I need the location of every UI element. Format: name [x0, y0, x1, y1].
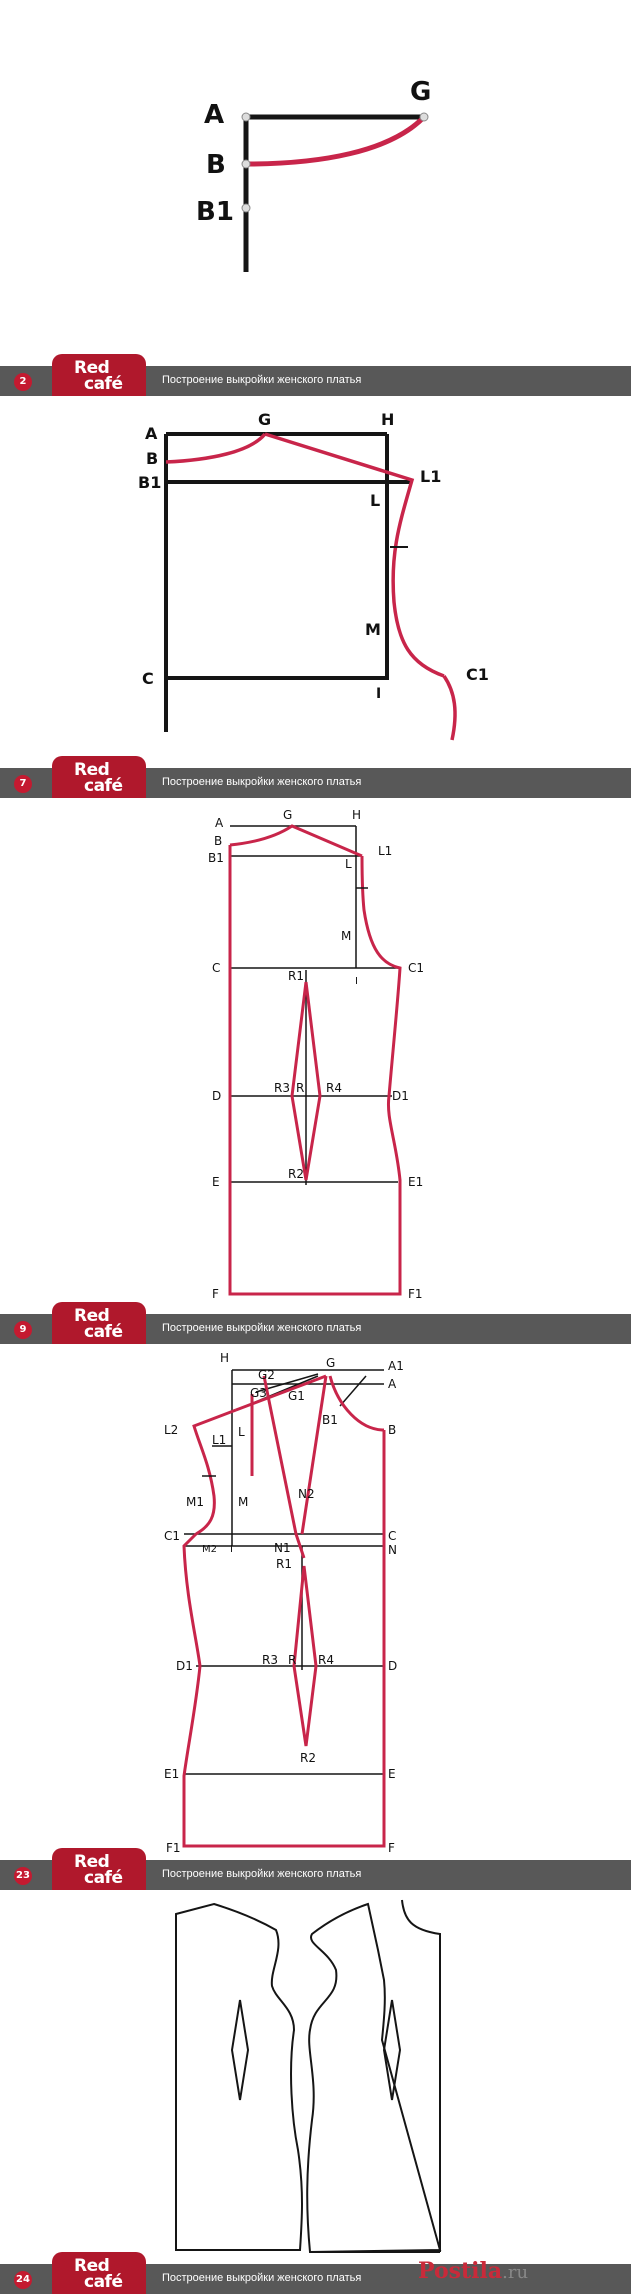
diagram-3	[0, 800, 631, 1314]
point-label: D	[388, 1659, 398, 1673]
diagram-panel-4	[0, 1346, 631, 1860]
point-label: E1	[408, 1175, 424, 1189]
step-badge: 7	[14, 775, 32, 793]
point-label: I	[376, 686, 382, 702]
point-label: I	[230, 1544, 233, 1555]
point-label: H	[220, 1351, 230, 1365]
redcafe-logo: Red café	[52, 1848, 146, 1890]
redcafe-logo: Red café	[52, 1302, 146, 1344]
point-label: L1	[212, 1433, 227, 1447]
point-label: F	[212, 1287, 219, 1301]
label-G: G	[410, 77, 432, 107]
point-label: R2	[300, 1751, 316, 1765]
watermark: Postila.ru	[418, 2258, 529, 2284]
point-label: D1	[176, 1659, 193, 1673]
point-label: R1	[288, 969, 304, 983]
point-label: H	[381, 410, 395, 429]
point-label: B	[388, 1423, 397, 1437]
point-label: R	[288, 1653, 297, 1667]
point-label: I	[355, 976, 358, 987]
caption-bar-1	[0, 358, 631, 396]
caption-title: Построение выкройки женского платья	[162, 2272, 362, 2284]
point-label: L	[345, 857, 352, 871]
point-label: N	[388, 1543, 397, 1557]
point-label: L	[238, 1425, 245, 1439]
point-label: C1	[466, 665, 489, 684]
point-label: F1	[408, 1287, 423, 1301]
point-label: M1	[186, 1495, 204, 1509]
point-label: L1	[420, 467, 442, 486]
point-label: A	[388, 1377, 397, 1391]
point-label: C1	[164, 1529, 181, 1543]
point-label: R1	[276, 1557, 292, 1571]
caption-bar-2	[0, 760, 631, 798]
redcafe-logo: Red café	[52, 2252, 146, 2294]
point-label: B	[146, 449, 159, 468]
caption-bar-3	[0, 1306, 631, 1344]
step-badge: 23	[14, 1867, 32, 1885]
point-label: R3	[262, 1653, 278, 1667]
diagram-panel-2	[0, 402, 631, 768]
redcafe-logo: Red café	[52, 756, 146, 798]
point-label: L1	[378, 844, 393, 858]
point-label: R	[296, 1081, 305, 1095]
point-label: L	[370, 491, 381, 510]
point-label: G2	[258, 1368, 275, 1382]
step-badge: 9	[14, 1321, 32, 1339]
step-badge: 24	[14, 2271, 32, 2289]
point-label: A	[215, 816, 224, 830]
diagram-panel-5	[0, 1890, 631, 2262]
caption-bar-4	[0, 1852, 631, 1890]
point-label: G	[326, 1356, 336, 1370]
point-label: R4	[318, 1653, 334, 1667]
point-label: C	[388, 1529, 397, 1543]
point-label: G1	[288, 1389, 305, 1403]
caption-title: Построение выкройки женского платья	[162, 1322, 362, 1334]
redcafe-logo: Red café	[52, 354, 146, 396]
point-label: B	[214, 834, 223, 848]
point-label: F	[388, 1841, 395, 1855]
point-label: E1	[164, 1767, 180, 1781]
point-label: M	[238, 1495, 249, 1509]
point-label: B1	[208, 851, 224, 865]
point-label: D	[212, 1089, 222, 1103]
label-B1: B1	[196, 197, 234, 227]
point-label: D1	[392, 1089, 409, 1103]
point-label: R4	[326, 1081, 342, 1095]
point-label: G3	[250, 1386, 267, 1400]
point-label: H	[352, 808, 362, 822]
point-label: C	[142, 669, 154, 688]
point-label: M2	[202, 1544, 217, 1555]
diagram-panel-1	[0, 0, 631, 370]
point-label: N2	[298, 1487, 315, 1501]
point-label: L2	[164, 1423, 179, 1437]
point-label: R3	[274, 1081, 290, 1095]
caption-title: Построение выкройки женского платья	[162, 776, 362, 788]
point-label: E	[388, 1767, 396, 1781]
point-label: G	[283, 808, 293, 822]
point-label: R2	[288, 1167, 304, 1181]
diagram-4	[0, 1346, 631, 1860]
point-label: C	[212, 961, 221, 975]
point-label: B1	[138, 473, 162, 492]
label-A: A	[204, 100, 225, 130]
diagram-2	[0, 402, 631, 768]
point-label: G	[258, 410, 272, 429]
caption-title: Построение выкройки женского платья	[162, 374, 362, 386]
caption-bar-5	[0, 2256, 631, 2294]
diagram-panel-3	[0, 800, 631, 1314]
point-label: M	[365, 620, 381, 639]
diagram-1	[0, 0, 631, 370]
point-label: A	[145, 424, 158, 443]
diagram-5	[0, 1890, 631, 2262]
point-label: B1	[322, 1413, 338, 1427]
point-label: C1	[408, 961, 425, 975]
point-label: M	[341, 929, 352, 943]
point-label: E	[212, 1175, 220, 1189]
point-label: A1	[388, 1359, 404, 1373]
label-B: B	[206, 150, 226, 180]
point-label: F1	[166, 1841, 181, 1855]
point-label: N1	[274, 1541, 291, 1555]
caption-title: Построение выкройки женского платья	[162, 1868, 362, 1880]
step-badge: 2	[14, 373, 32, 391]
